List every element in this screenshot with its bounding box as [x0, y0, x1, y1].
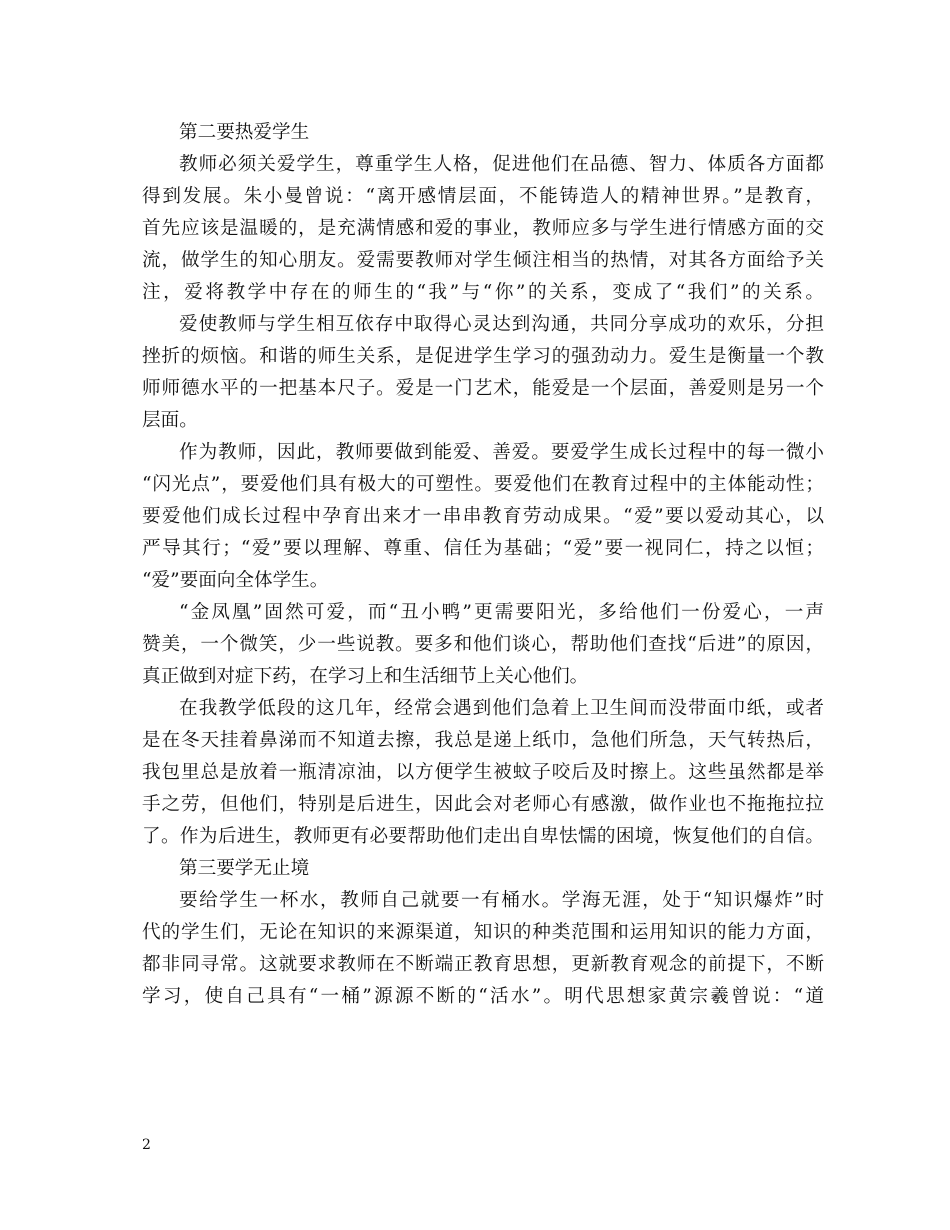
- text-line: 赞美，一个微笑，少一些说教。要多和他们谈心，帮助他们查找“后进”的原因，: [142, 634, 824, 655]
- text-line: 要爱他们成长过程中孕育出来才一串串教育劳动成果。“爱”要以爱动其心，以: [142, 506, 824, 527]
- text-line: 了。作为后进生，教师更有必要帮助他们走出自卑怯懦的困境，恢复他们的自信。: [142, 826, 824, 847]
- text-line: 教师必须关爱学生，尊重学生人格，促进他们在品德、智力、体质各方面都: [179, 154, 824, 175]
- text-line: “金凤凰”固然可爱，而“丑小鸭”更需要阳光，多给他们一份爱心，一声: [179, 602, 824, 623]
- text-line: 严导其行；“爱”要以理解、尊重、信任为基础；“爱”要一视同仁，持之以恒；: [142, 538, 824, 559]
- text-line: 流，做学生的知心朋友。爱需要教师对学生倾注相当的热情，对其各方面给予关: [142, 250, 824, 271]
- text-line: 爱使教师与学生相互依存中取得心灵达到沟通，共同分享成功的欢乐，分担: [179, 314, 824, 335]
- text-line: 我包里总是放着一瓶清凉油，以方便学生被蚊子咬后及时擦上。这些虽然都是举: [142, 762, 824, 783]
- text-line: 师师德水平的一把基本尺子。爱是一门艺术，能爱是一个层面，善爱则是另一个: [142, 378, 824, 399]
- text-line: 得到发展。朱小曼曾说：“离开感情层面，不能铸造人的精神世界。”是教育，: [142, 186, 824, 207]
- text-line: 第二要热爱学生: [179, 122, 310, 143]
- text-line: 注，爱将教学中存在的师生的“我”与“你”的关系，变成了“我们”的关系。: [142, 282, 824, 303]
- page-body-text: [142, 117, 824, 1013]
- text-line: 在我教学低段的这几年，经常会遇到他们急着上卫生间而没带面巾纸，或者: [179, 698, 824, 719]
- text-line: 首先应该是温暖的，是充满情感和爱的事业，教师应多与学生进行情感方面的交: [142, 218, 824, 239]
- text-line: 要给学生一杯水，教师自己就要一有桶水。学海无涯，处于“知识爆炸”时: [179, 890, 824, 911]
- text-line: 手之劳，但他们，特别是后进生，因此会对老师心有感激，做作业也不拖拖拉拉: [142, 794, 824, 815]
- text-line: 层面。: [142, 410, 198, 431]
- text-line: 都非同寻常。这就要求教师在不断端正教育思想，更新教育观念的前提下，不断: [142, 954, 824, 975]
- page-number: 2: [142, 1137, 151, 1153]
- text-line: “爱”要面向全体学生。: [142, 570, 329, 591]
- text-line: 第三要学无止境: [179, 858, 310, 879]
- text-line: 学习，使自己具有“一桶”源源不断的“活水”。明代思想家黄宗羲曾说：“道: [142, 986, 824, 1007]
- text-line: 是在冬天挂着鼻涕而不知道去擦，我总是递上纸巾，急他们所急，天气转热后，: [142, 730, 824, 751]
- text-line: 作为教师，因此，教师要做到能爱、善爱。要爱学生成长过程中的每一微小: [179, 442, 824, 463]
- text-line: 真正做到对症下药，在学习上和生活细节上关心他们。: [142, 666, 589, 687]
- text-line: “闪光点”，要爱他们具有极大的可塑性。要爱他们在教育过程中的主体能动性；: [142, 474, 824, 495]
- text-line: 挫折的烦恼。和谐的师生关系，是促进学生学习的强劲动力。爱生是衡量一个教: [142, 346, 824, 367]
- text-line: 代的学生们，无论在知识的来源渠道，知识的种类范围和运用知识的能力方面，: [142, 922, 824, 943]
